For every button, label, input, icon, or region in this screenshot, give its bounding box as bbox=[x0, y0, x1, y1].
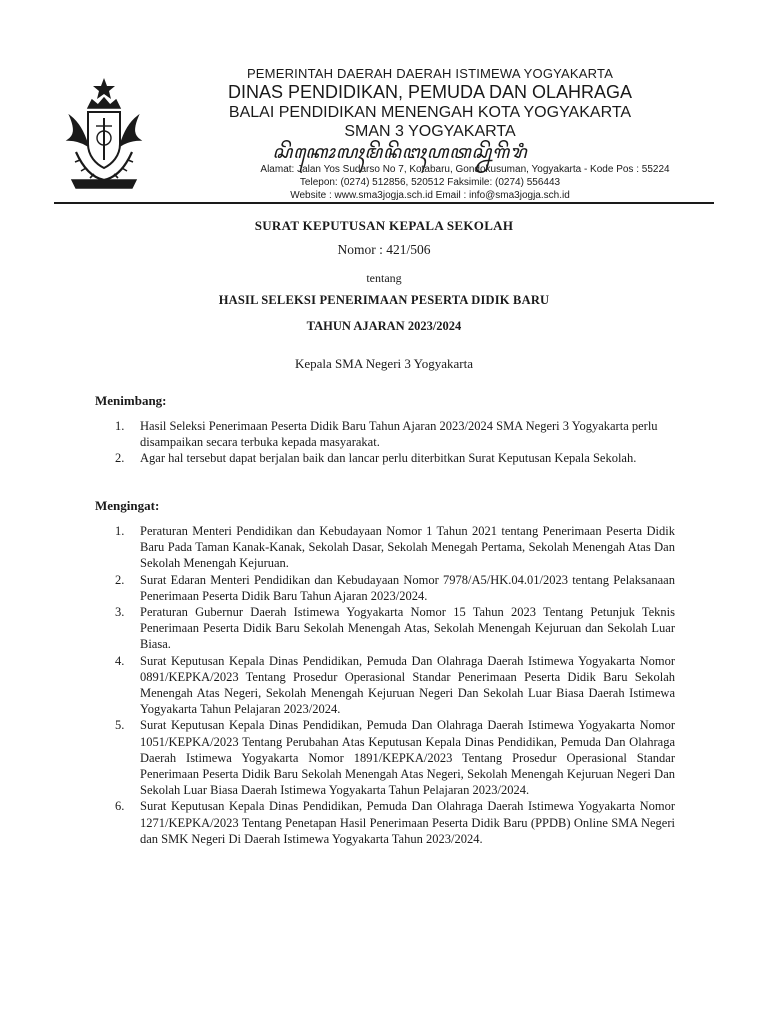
letterhead-address: Alamat: Jalan Yos Sudarso No 7, Kotabaru, Gondokusuman, Yogyakarta - Kode Pos : 55224 bbox=[260, 164, 670, 175]
list-number: 3. bbox=[115, 605, 125, 620]
decree-year: TAHUN AJARAN 2023/2024 bbox=[306, 319, 462, 333]
menimbang-label: Menimbang: bbox=[95, 393, 167, 408]
list-item bbox=[95, 523, 675, 572]
list-item bbox=[95, 798, 675, 847]
mengingat-list bbox=[95, 523, 675, 847]
list-text: Peraturan Gubernur Daerah Istimewa Yogyakarta Nomor 15 Tahun 2023 Tentang Petunjuk Teknis Penerimaan Peserta Didik Baru Sekolah Menengah Atas, Sekolah Menengah Kejuruan dan Sekolah Luar Biasa. bbox=[140, 605, 675, 652]
decree-heading: SURAT KEPUTUSAN KEPALA SEKOLAH bbox=[254, 218, 514, 233]
letterhead bbox=[160, 66, 700, 202]
list-text: Surat Edaran Menteri Pendidikan dan Kebudayaan Nomor 7978/A5/HK.04.01/2023 tentang Pelaksanaan Penerimaan Peserta Didik Baru Tahun Ajaran 2023/2024. bbox=[140, 572, 675, 603]
list-text: Peraturan Menteri Pendidikan dan Kebudayaan Nomor 1 Tahun 2021 tentang Penerimaan Peserta Didik Baru Pada Taman Kanak-Kanak, Sekolah Dasar, Sekolah Menegah Pertama, Sekolah Menengah Atas Dan Sekolah Menengah Kejuruan. bbox=[140, 524, 675, 571]
letterhead-agency: DINAS PENDIDIKAN, PEMUDA DAN OLAHRAGA bbox=[227, 82, 633, 102]
list-number: 2. bbox=[115, 451, 125, 466]
mengingat-label: Mengingat: bbox=[95, 498, 160, 513]
list-item bbox=[95, 604, 675, 653]
list-text: Agar hal tersebut dapat berjalan baik dan lancar perlu diterbitkan Surat Keputusan Kepala Sekolah. bbox=[140, 451, 637, 466]
decree-subject: HASIL SELEKSI PENERIMAAN PESERTA DIDIK BARU bbox=[218, 293, 550, 307]
list-item bbox=[95, 572, 675, 604]
list-text: Hasil Seleksi Penerimaan Peserta Didik Baru Tahun Ajaran 2023/2024 SMA Negeri 3 Yogyakarta perlu disampaikan secara terbuka kepada masyarakat. bbox=[140, 419, 658, 450]
letterhead-government: PEMERINTAH DAERAH DAERAH ISTIMEWA YOGYAKARTA bbox=[246, 66, 614, 81]
letterhead-phone: Telepon: (0274) 512856, 520512 Faksimile: (0274) 556443 bbox=[299, 177, 561, 188]
list-item bbox=[95, 717, 675, 798]
list-text: Surat Keputusan Kepala Dinas Pendidikan, Pemuda Dan Olahraga Daerah Istimewa Yogyakarta Nomor 0891/KEPKA/2023 Tentang Prosedur Operasional Standar Penerimaan Peserta Didik Baru Sekolah Menengah Atas Negeri, Sekolah Menengah Kejuruan Negeri Dan Sekolah Luar Biasa Daerah Istimewa Yogyakarta Tahun Pelajaran 2023/2024. bbox=[140, 653, 675, 717]
letterhead-website: Website : www.sma3jogja.sch.id Email : info@sma3jogja.sch.id bbox=[290, 190, 570, 201]
decree-number: Nomor : 421/506 bbox=[337, 242, 431, 257]
decree-issuer: Kepala SMA Negeri 3 Yogyakarta bbox=[295, 356, 473, 371]
javanese-script-line: ꦱꦼꦏꦺꦴꦭꦃꦩꦼꦤꦼꦔꦃꦲꦠꦱ꧀ꦤꦼꦒꦼꦫꦶ bbox=[272, 142, 528, 163]
list-number: 5. bbox=[115, 718, 125, 733]
list-item bbox=[95, 450, 675, 466]
list-number: 6. bbox=[115, 799, 125, 814]
yogyakarta-crest-icon bbox=[58, 74, 150, 194]
decree-tentang: tentang bbox=[366, 271, 402, 285]
list-text: Surat Keputusan Kepala Dinas Pendidikan, Pemuda Dan Olahraga Daerah Istimewa Yogyakarta Nomor 1051/KEPKA/2023 Tentang Perubahan Atas Keputusan Kepala Dinas Pendidikan, Pemuda Dan Olahraga Daerah Istimewa Yogyakarta Nomor 1891/KEPKA/2023 Tentang Prosedur Operasional Standar Penerimaan Peserta Didik Baru Sekolah Menengah Atas Negeri, Sekolah Menengah Kejuruan Negeri Dan Sekolah Luar Biasa Daerah Istimewa Yogyakarta Tahun Pelajaran 2023/2024. bbox=[140, 718, 675, 798]
list-text: Surat Keputusan Kepala Dinas Pendidikan, Pemuda Dan Olahraga Daerah Istimewa Yogyakarta Nomor 1271/KEPKA/2023 Tentang Penetapan Hasil Penerimaan Peserta Didik Baru (PPDB) Online SMA Negeri dan SMK Negeri Di Daerah Istimewa Yogyakarta Tahun 2023/2024. bbox=[140, 799, 675, 846]
list-number: 1. bbox=[115, 524, 125, 538]
list-item bbox=[95, 418, 675, 450]
list-item bbox=[95, 653, 675, 718]
menimbang-list bbox=[95, 418, 675, 467]
list-number: 1. bbox=[115, 419, 125, 433]
list-number: 4. bbox=[115, 653, 125, 668]
letterhead-divider bbox=[54, 202, 714, 204]
letterhead-office: BALAI PENDIDIKAN MENENGAH KOTA YOGYAKARTA bbox=[228, 104, 632, 121]
letterhead-school: SMAN 3 YOGYAKARTA bbox=[344, 123, 516, 140]
list-number: 2. bbox=[115, 572, 125, 587]
